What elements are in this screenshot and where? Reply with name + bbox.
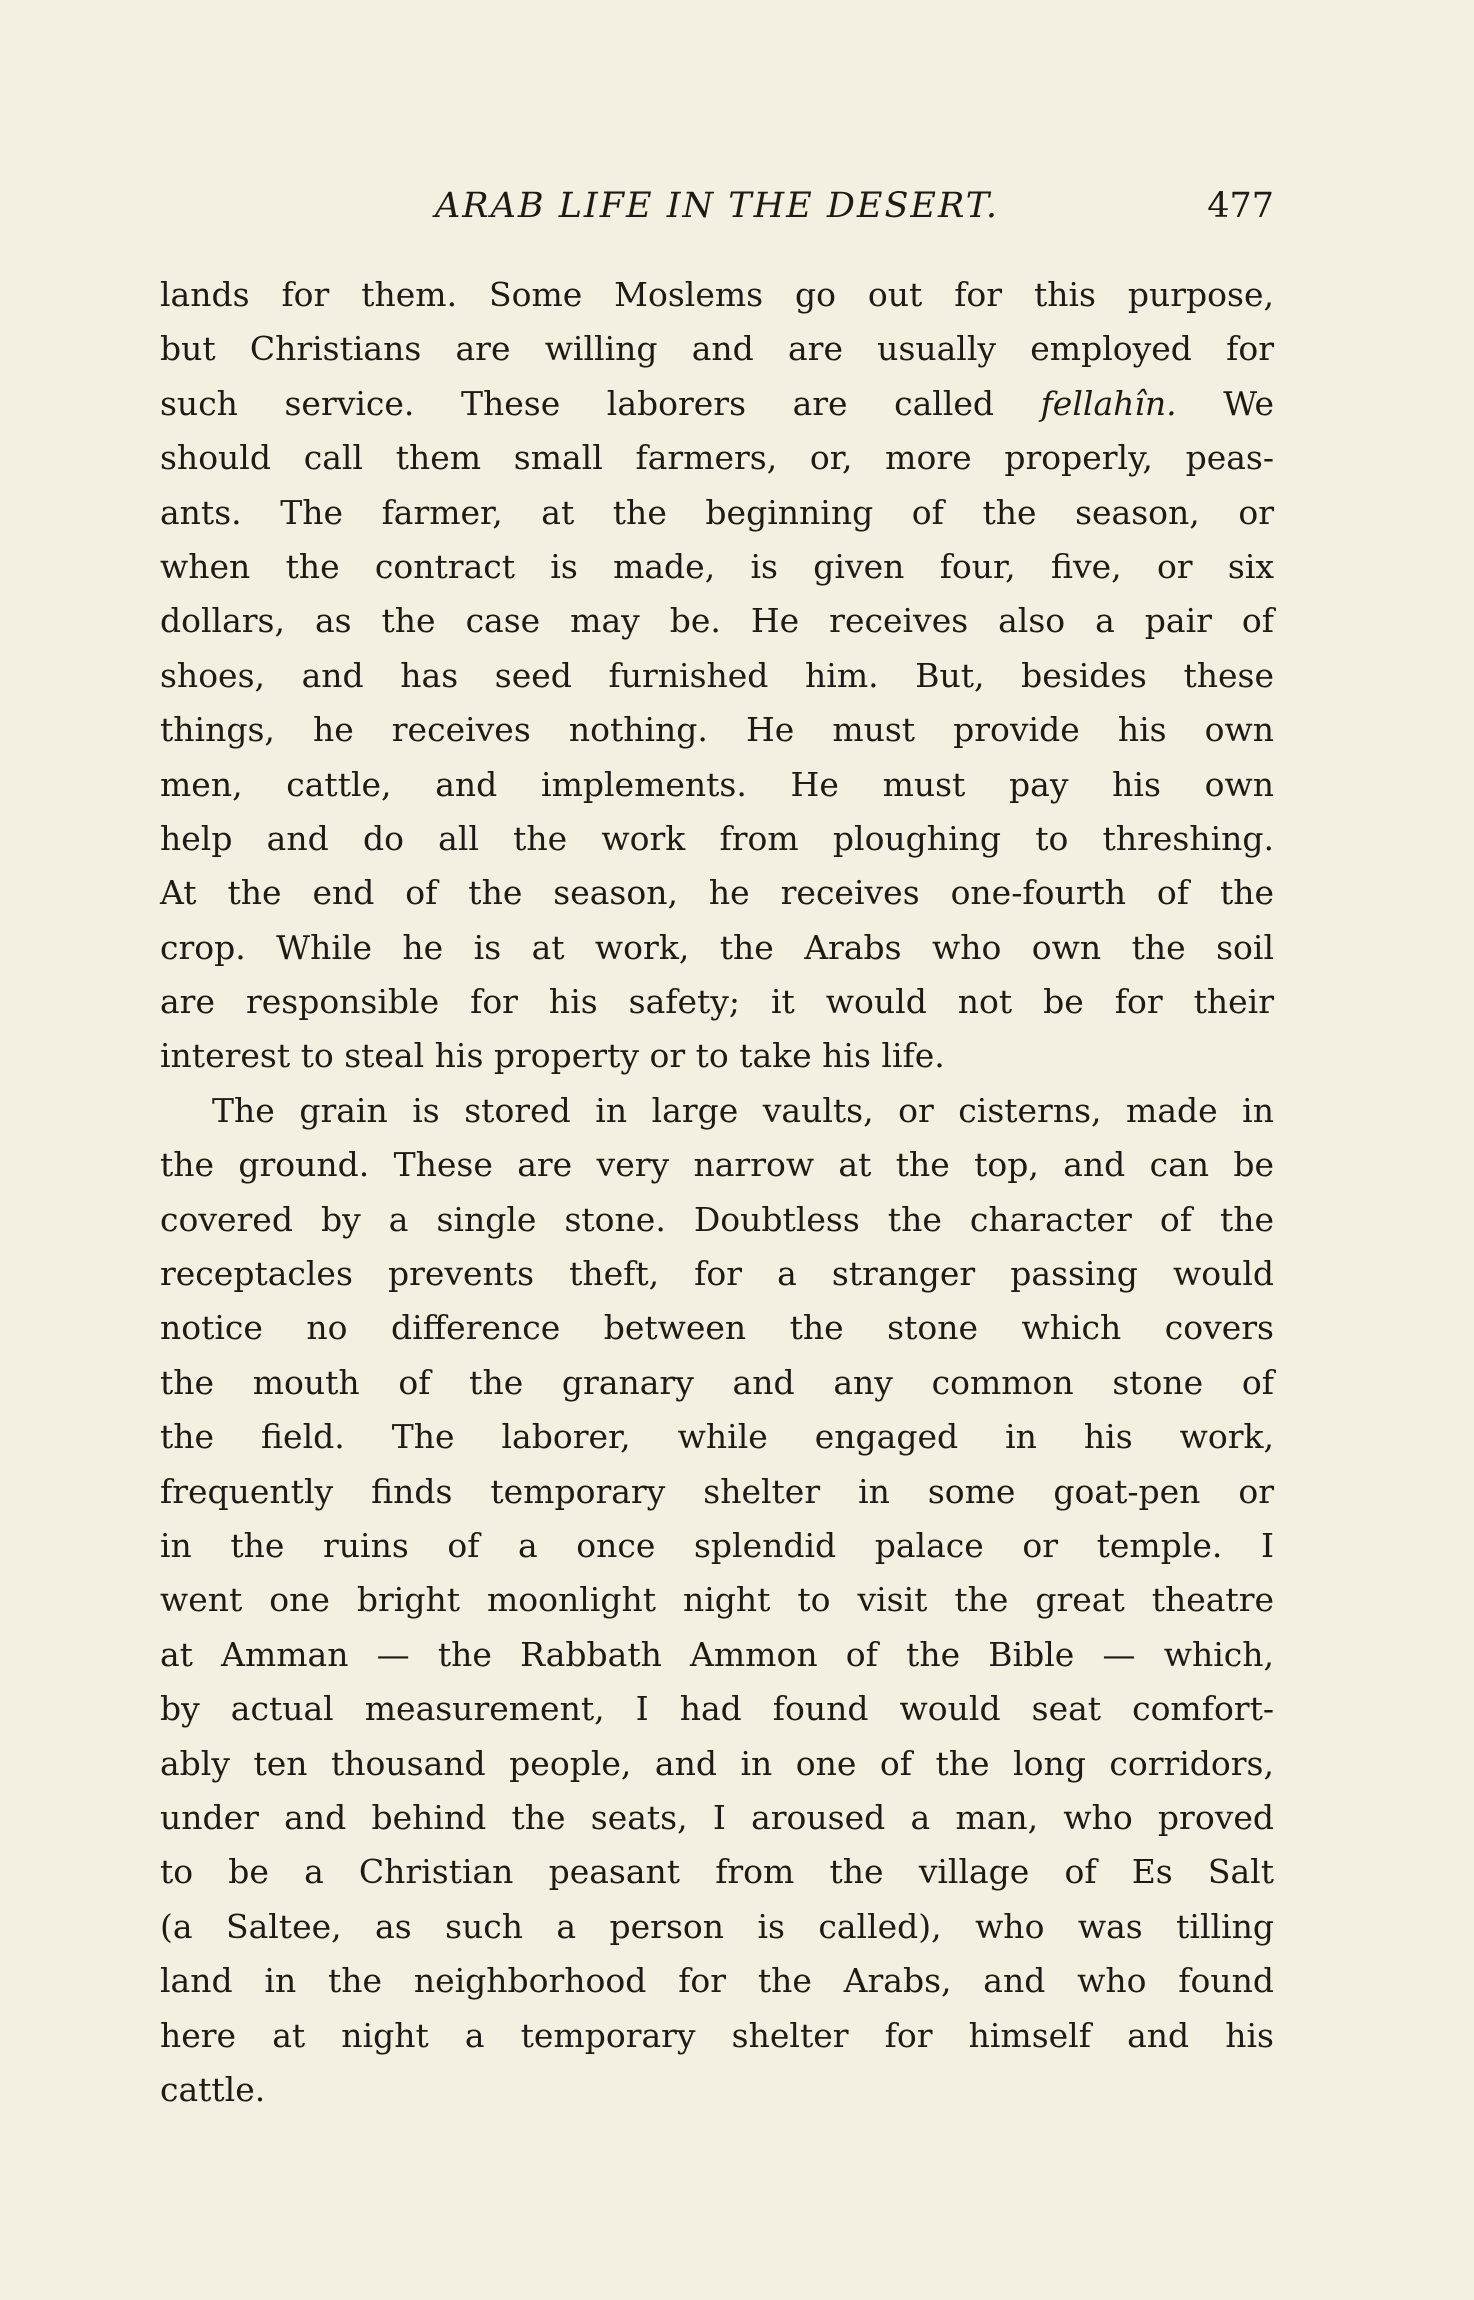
text-line-30: to be a Christian peasant from the village of Es Salt xyxy=(160,1852,1274,1892)
italic-term-fellahin: fellahîn. xyxy=(1040,383,1177,423)
text-line-2: but Christians are willing and are usually employed for xyxy=(160,329,1274,369)
text-line-28: ably ten thousand people, and in one of the long corridors, xyxy=(160,1743,1274,1783)
text-line-13: crop. While he is at work, the Arabs who own the soil xyxy=(160,927,1274,967)
text-line-22: the field. The laborer, while engaged in his work, xyxy=(160,1417,1274,1457)
text-line-31: (a Saltee, as such a person is called), who was tilling xyxy=(160,1906,1274,1946)
text-line-18: covered by a single stone. Doubtless the character of the xyxy=(160,1199,1274,1239)
text-line-29: under and behind the seats, I aroused a man, who proved xyxy=(160,1797,1274,1837)
text-line-19: receptacles prevents theft, for a stranger passing would xyxy=(160,1254,1274,1294)
text-line-25: went one bright moonlight night to visit the great theatre xyxy=(160,1580,1274,1620)
text-line-8: shoes, and has seed furnished him. But, besides these xyxy=(160,655,1274,695)
text-line-3-start: such service. These laborers are called xyxy=(160,383,995,423)
text-line-3-end: We xyxy=(1223,383,1274,423)
text-line-23: frequently finds temporary shelter in some goat-pen or xyxy=(160,1471,1274,1511)
text-line-26: at Amman — the Rabbath Ammon of the Bible — which, xyxy=(160,1634,1274,1674)
text-line-5: ants. The farmer, at the beginning of the season, or xyxy=(160,492,1274,532)
text-line-4: should call them small farmers, or, more properly, peas- xyxy=(160,438,1274,478)
text-line-1: lands for them. Some Moslems go out for this purpose, xyxy=(160,275,1274,314)
text-line-11: help and do all the work from ploughing to threshing. xyxy=(160,818,1274,858)
text-line-20: notice no difference between the stone which covers xyxy=(160,1308,1274,1348)
page-number: 477 xyxy=(1207,186,1274,226)
text-line-34: cattle. xyxy=(160,2069,266,2109)
running-title: ARAB LIFE IN THE DESERT. xyxy=(434,186,1000,226)
text-line-15: interest to steal his property or to take his life. xyxy=(160,1036,945,1076)
text-line-33: here at night a temporary shelter for himself and his xyxy=(160,2015,1274,2055)
text-line-7: dollars, as the case may be. He receives also a pair of xyxy=(160,601,1274,641)
text-line-27: by actual measurement, I had found would seat comfort- xyxy=(160,1689,1274,1729)
text-line-24: in the ruins of a once splendid palace or temple. I xyxy=(160,1525,1274,1565)
text-line-21: the mouth of the granary and any common stone of xyxy=(160,1362,1274,1402)
text-line-16: The grain is stored in large vaults, or cisterns, made in xyxy=(212,1090,1274,1130)
text-line-12: At the end of the season, he receives one-fourth of the xyxy=(160,873,1274,913)
text-line-32: land in the neighborhood for the Arabs, and who found xyxy=(160,1961,1274,2001)
running-head xyxy=(160,178,1274,238)
text-line-14: are responsible for his safety; it would not be for their xyxy=(160,982,1274,1022)
body-text xyxy=(160,268,1274,2117)
text-line-9: things, he receives nothing. He must provide his own xyxy=(160,710,1274,750)
text-line-10: men, cattle, and implements. He must pay his own xyxy=(160,764,1274,804)
text-line-3 xyxy=(160,377,1274,431)
text-line-6: when the contract is made, is given four, five, or six xyxy=(160,546,1274,586)
text-line-17: the ground. These are very narrow at the top, and can be xyxy=(160,1145,1274,1185)
